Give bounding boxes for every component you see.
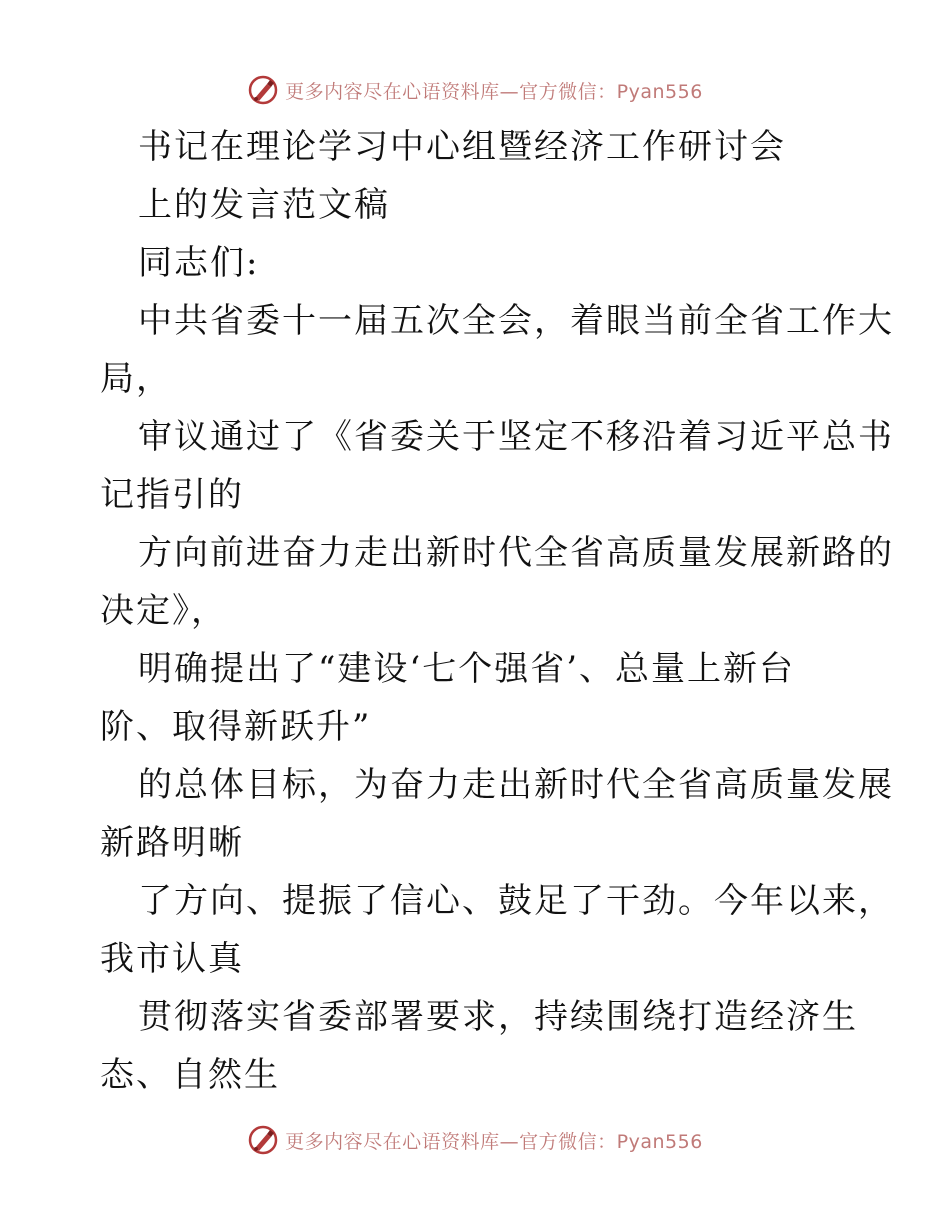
text-line: 态、自然生 <box>100 1055 280 1095</box>
text-line: 方向前进奋力走出新时代全省高质量发展新路的 <box>138 533 894 573</box>
text-line: 新路明晰 <box>100 823 244 863</box>
text-line: 上的发言范文稿 <box>138 185 390 225</box>
text-line: 贯彻落实省委部署要求，持续围绕打造经济生 <box>138 997 858 1037</box>
pen-logo-icon <box>247 74 279 106</box>
text-line: 的总体目标，为奋力走出新时代全省高质量发展 <box>138 765 894 805</box>
text-line: 了方向、提振了信心、鼓足了干劲。今年以来， <box>138 881 894 921</box>
text-line: 决定》， <box>100 591 227 631</box>
footer-banner-text: 更多内容尽在心语资料库—官方微信：Pyan556 <box>285 1130 703 1153</box>
pen-logo-icon <box>247 1124 279 1156</box>
text-line: 我市认真 <box>100 939 244 979</box>
text-line: 书记在理论学习中心组暨经济工作研讨会 <box>138 127 786 167</box>
document-body <box>100 118 894 1104</box>
text-line: 记指引的 <box>100 475 244 515</box>
footer-banner <box>0 1120 950 1160</box>
text-line: 同志们: <box>138 243 260 283</box>
text-line: 中共省委十一届五次全会，着眼当前全省工作大 <box>138 301 894 341</box>
text-line: 审议通过了《省委关于坚定不移沿着习近平总书 <box>138 417 894 457</box>
header-banner-text: 更多内容尽在心语资料库—官方微信：Pyan556 <box>285 80 703 103</box>
text-line: 明确提出了“建设‘七个强省’、总量上新台 <box>138 649 795 689</box>
text-line: 阶、取得新跃升” <box>100 707 372 747</box>
text-line: 局， <box>100 359 172 399</box>
header-banner <box>0 70 950 110</box>
